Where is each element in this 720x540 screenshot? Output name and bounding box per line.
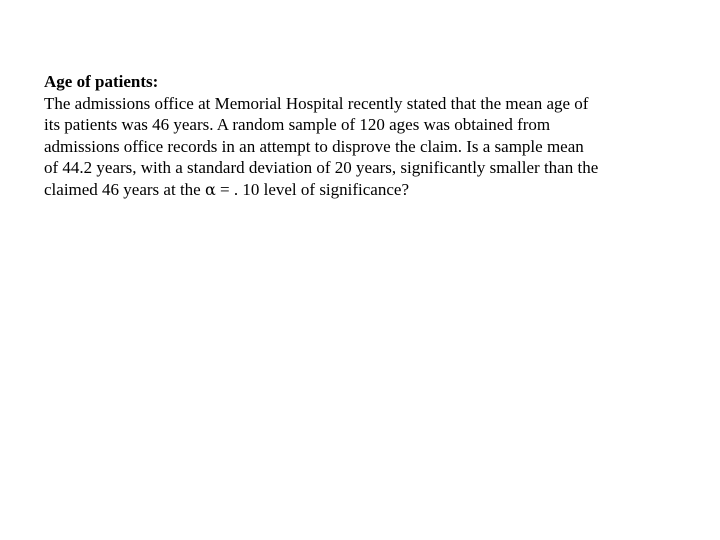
problem-line-5 <box>44 179 704 201</box>
problem-text-block <box>44 71 704 200</box>
line-5-prefix: claimed 46 years at the <box>44 179 205 199</box>
problem-line-3: admissions office records in an attempt to disprove the claim. Is a sample mean <box>44 136 584 156</box>
problem-line-2: its patients was 46 years. A random sample of 120 ages was obtained from <box>44 115 551 134</box>
alpha-symbol: α <box>204 179 216 199</box>
line-5-suffix: = . 10 level of significance? <box>215 179 409 199</box>
problem-title: Age of patients: <box>44 72 159 91</box>
problem-line-4: of 44.2 years, with a standard deviation of 20 years, significantly smaller than the <box>44 158 599 177</box>
problem-line-1: The admissions office at Memorial Hospital recently stated that the mean age of <box>44 93 589 113</box>
